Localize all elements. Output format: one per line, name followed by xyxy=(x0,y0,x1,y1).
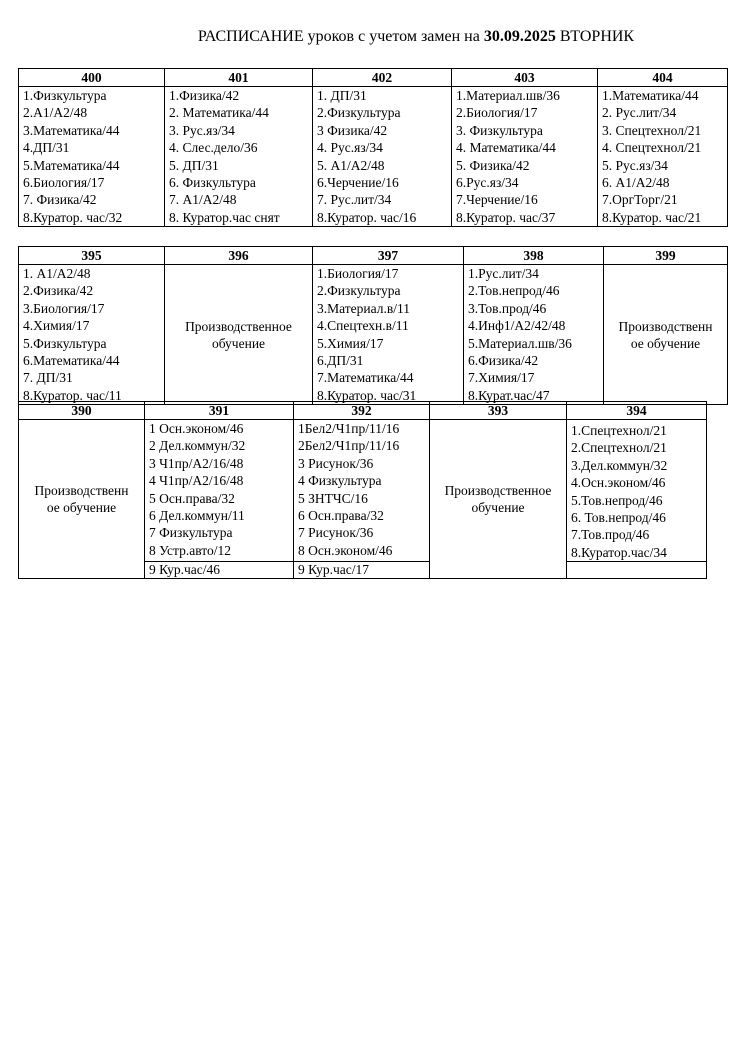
lesson: 6. А1/А2/48 xyxy=(602,174,670,190)
lesson: 7. Физика/42 xyxy=(23,192,97,208)
lesson: 7.Математика/44 xyxy=(317,370,414,386)
lesson: 6 Дел.коммун/11 xyxy=(149,507,245,523)
lesson: 8.Куратор. час/21 xyxy=(602,209,702,225)
lesson: 4. Математика/44 xyxy=(456,140,556,156)
lesson: 1.Рус.лит/34 xyxy=(468,266,539,281)
lesson: 3.Биология/17 xyxy=(23,300,105,316)
lesson: 7 Физкультура xyxy=(149,525,233,541)
lesson: 7 Рисунок/36 xyxy=(298,525,374,541)
lesson: 7.Черчение/16 xyxy=(456,192,538,208)
lesson: 4.Инф1/А2/42/48 xyxy=(468,318,566,334)
lesson: 3.Тов.прод/46 xyxy=(468,300,547,316)
lesson: 5 ЗНТЧС/16 xyxy=(298,490,368,506)
lesson: 3 Ч1пр/А2/16/48 xyxy=(149,455,244,471)
lesson: 8. Куратор.час снят xyxy=(169,209,280,225)
lesson: 8 Устр.авто/12 xyxy=(149,542,231,558)
table-header-row xyxy=(19,402,707,420)
schedule-table-3 xyxy=(18,401,707,579)
lesson: 6.Черчение/16 xyxy=(317,174,399,190)
lesson: 4. Рус.яз/34 xyxy=(317,140,383,156)
lesson: 5.Тов.непрод/46 xyxy=(571,492,663,508)
lesson: 1Бел2/Ч1пр/11/16 xyxy=(298,421,400,436)
lesson: 5.Физкультура xyxy=(23,335,107,351)
lesson: 5. Физика/42 xyxy=(456,157,530,173)
lesson: 7. Рус.лит/34 xyxy=(317,192,392,208)
lesson: 5. Рус.яз/34 xyxy=(602,157,668,173)
title-prefix: РАСПИСАНИЕ уроков с учетом замен на xyxy=(197,28,484,45)
lesson-extra: 9 Кур.час/46 xyxy=(145,562,294,579)
lesson: 4.ДП/31 xyxy=(23,140,70,156)
table-header-row xyxy=(19,247,728,265)
lesson: 1. А1/А2/48 xyxy=(23,266,91,281)
table-row xyxy=(19,420,707,562)
lesson: 1. ДП/31 xyxy=(317,88,367,103)
lesson: 2Бел2/Ч1пр/11/16 xyxy=(298,438,400,454)
lesson: 2.Физика/42 xyxy=(23,283,94,299)
group-header: 390 xyxy=(19,402,145,420)
group-header: 396 xyxy=(165,247,313,265)
lesson: 2.Физкультура xyxy=(317,105,401,121)
lesson-list xyxy=(313,265,464,405)
note-line: Производственн xyxy=(34,483,129,499)
table-row xyxy=(19,87,728,227)
lesson-extra: 9 Кур.час/17 xyxy=(294,562,430,579)
note-line: Производственное xyxy=(444,483,552,499)
table-header-row xyxy=(19,69,728,87)
lesson: 7.Тов.прод/46 xyxy=(571,527,650,543)
lesson: 4 Ч1пр/А2/16/48 xyxy=(149,473,244,489)
group-header: 403 xyxy=(452,69,598,87)
page-title xyxy=(0,28,750,46)
lesson: 8.Куратор. час/32 xyxy=(23,209,123,225)
lesson: 4.Осн.эконом/46 xyxy=(571,475,666,491)
lesson: 3. Спецтехнол/21 xyxy=(602,122,702,138)
note-line: Производственн xyxy=(618,318,713,334)
lesson-list xyxy=(598,87,728,227)
group-header: 391 xyxy=(145,402,294,420)
production-training-note xyxy=(604,265,728,405)
lesson: 8.Курат.час/47 xyxy=(468,387,550,403)
lesson: 7. ДП/31 xyxy=(23,370,73,386)
lesson: 4. Слес.дело/36 xyxy=(169,140,258,156)
group-header: 399 xyxy=(604,247,728,265)
production-training-note xyxy=(430,420,567,579)
lesson-list xyxy=(145,420,294,562)
lesson: 8.Куратор. час/37 xyxy=(456,209,556,225)
lesson: 3. Физкультура xyxy=(456,122,543,138)
production-training-note xyxy=(19,420,145,579)
lesson-list xyxy=(313,87,452,227)
lesson: 3 Рисунок/36 xyxy=(298,455,374,471)
lesson: 6.Физика/42 xyxy=(468,352,539,368)
lesson-list xyxy=(294,420,430,562)
lesson: 8.Куратор. час/11 xyxy=(23,387,122,403)
lesson: 1.Спецтехнол/21 xyxy=(571,423,667,438)
lesson: 8 Осн.эконом/46 xyxy=(298,542,393,558)
group-header: 392 xyxy=(294,402,430,420)
lesson: 6.ДП/31 xyxy=(317,352,364,368)
lesson: 2. Рус.лит/34 xyxy=(602,105,677,121)
production-training-note xyxy=(165,265,313,405)
lesson: 4.Химия/17 xyxy=(23,318,90,334)
lesson: 2.Спецтехнол/21 xyxy=(571,440,667,456)
lesson: 4. Спецтехнол/21 xyxy=(602,140,702,156)
lesson: 8.Куратор. час/16 xyxy=(317,209,417,225)
lesson-extra xyxy=(567,562,707,579)
lesson: 6. Физкультура xyxy=(169,174,256,190)
lesson: 5.Химия/17 xyxy=(317,335,384,351)
title-date: 30.09.2025 xyxy=(483,28,556,45)
table-row xyxy=(19,265,728,405)
lesson-list xyxy=(19,87,165,227)
lesson-list xyxy=(464,265,604,405)
group-header: 402 xyxy=(313,69,452,87)
lesson: 2.Тов.непрод/46 xyxy=(468,283,560,299)
lesson: 7. А1/А2/48 xyxy=(169,192,237,208)
lesson: 8.Куратор.час/34 xyxy=(571,544,667,560)
lesson-list xyxy=(19,265,165,405)
lesson: 1.Биология/17 xyxy=(317,266,399,281)
lesson: 5 Осн.права/32 xyxy=(149,490,235,506)
group-header: 398 xyxy=(464,247,604,265)
lesson: 7.ОргТорг/21 xyxy=(602,192,678,208)
lesson: 1.Физкультура xyxy=(23,88,107,103)
lesson: 6. Тов.непрод/46 xyxy=(571,509,666,525)
group-header: 397 xyxy=(313,247,464,265)
lesson: 3.Материал.в/11 xyxy=(317,300,410,316)
lesson: 4 Физкультура xyxy=(298,473,382,489)
group-header: 393 xyxy=(430,402,567,420)
note-line: обучение xyxy=(471,500,525,516)
lesson: 6 Осн.права/32 xyxy=(298,507,384,523)
lesson: 2 Дел.коммун/32 xyxy=(149,438,246,454)
lesson: 5.Математика/44 xyxy=(23,157,120,173)
lesson: 8.Куратор. час/31 xyxy=(317,387,417,403)
lesson: 6.Биология/17 xyxy=(23,174,105,190)
note-line: ое обучение xyxy=(46,500,117,516)
lesson: 3.Математика/44 xyxy=(23,122,120,138)
lesson-list xyxy=(165,87,313,227)
title-weekday: ВТОРНИК xyxy=(555,28,635,45)
group-header: 404 xyxy=(598,69,728,87)
lesson: 2.А1/А2/48 xyxy=(23,105,88,121)
lesson: 6.Рус.яз/34 xyxy=(456,174,519,190)
lesson: 3.Дел.коммун/32 xyxy=(571,457,668,473)
lesson: 5.Материал.шв/36 xyxy=(468,335,572,351)
lesson: 2.Физкультура xyxy=(317,283,401,299)
lesson: 5. А1/А2/48 xyxy=(317,157,385,173)
note-line: обучение xyxy=(211,335,266,351)
lesson: 2.Биология/17 xyxy=(456,105,538,121)
group-header: 400 xyxy=(19,69,165,87)
lesson: 1.Материал.шв/36 xyxy=(456,88,560,103)
lesson: 1.Физика/42 xyxy=(169,88,240,103)
lesson-list xyxy=(567,420,707,562)
lesson-list xyxy=(452,87,598,227)
lesson: 2. Математика/44 xyxy=(169,105,269,121)
lesson: 1.Математика/44 xyxy=(602,88,699,103)
schedule-table-2 xyxy=(18,246,728,405)
lesson: 4.Спецтехн.в/11 xyxy=(317,318,409,334)
lesson: 1 Осн.эконом/46 xyxy=(149,421,244,436)
lesson: 6.Математика/44 xyxy=(23,352,120,368)
group-header: 395 xyxy=(19,247,165,265)
note-line: Производственное xyxy=(185,318,292,334)
lesson: 5. ДП/31 xyxy=(169,157,219,173)
lesson: 3 Физика/42 xyxy=(317,122,388,138)
lesson: 3. Рус.яз/34 xyxy=(169,122,235,138)
group-header: 401 xyxy=(165,69,313,87)
note-line: ое обучение xyxy=(630,335,701,351)
lesson: 7.Химия/17 xyxy=(468,370,535,386)
group-header: 394 xyxy=(567,402,707,420)
schedule-table-1 xyxy=(18,68,728,227)
